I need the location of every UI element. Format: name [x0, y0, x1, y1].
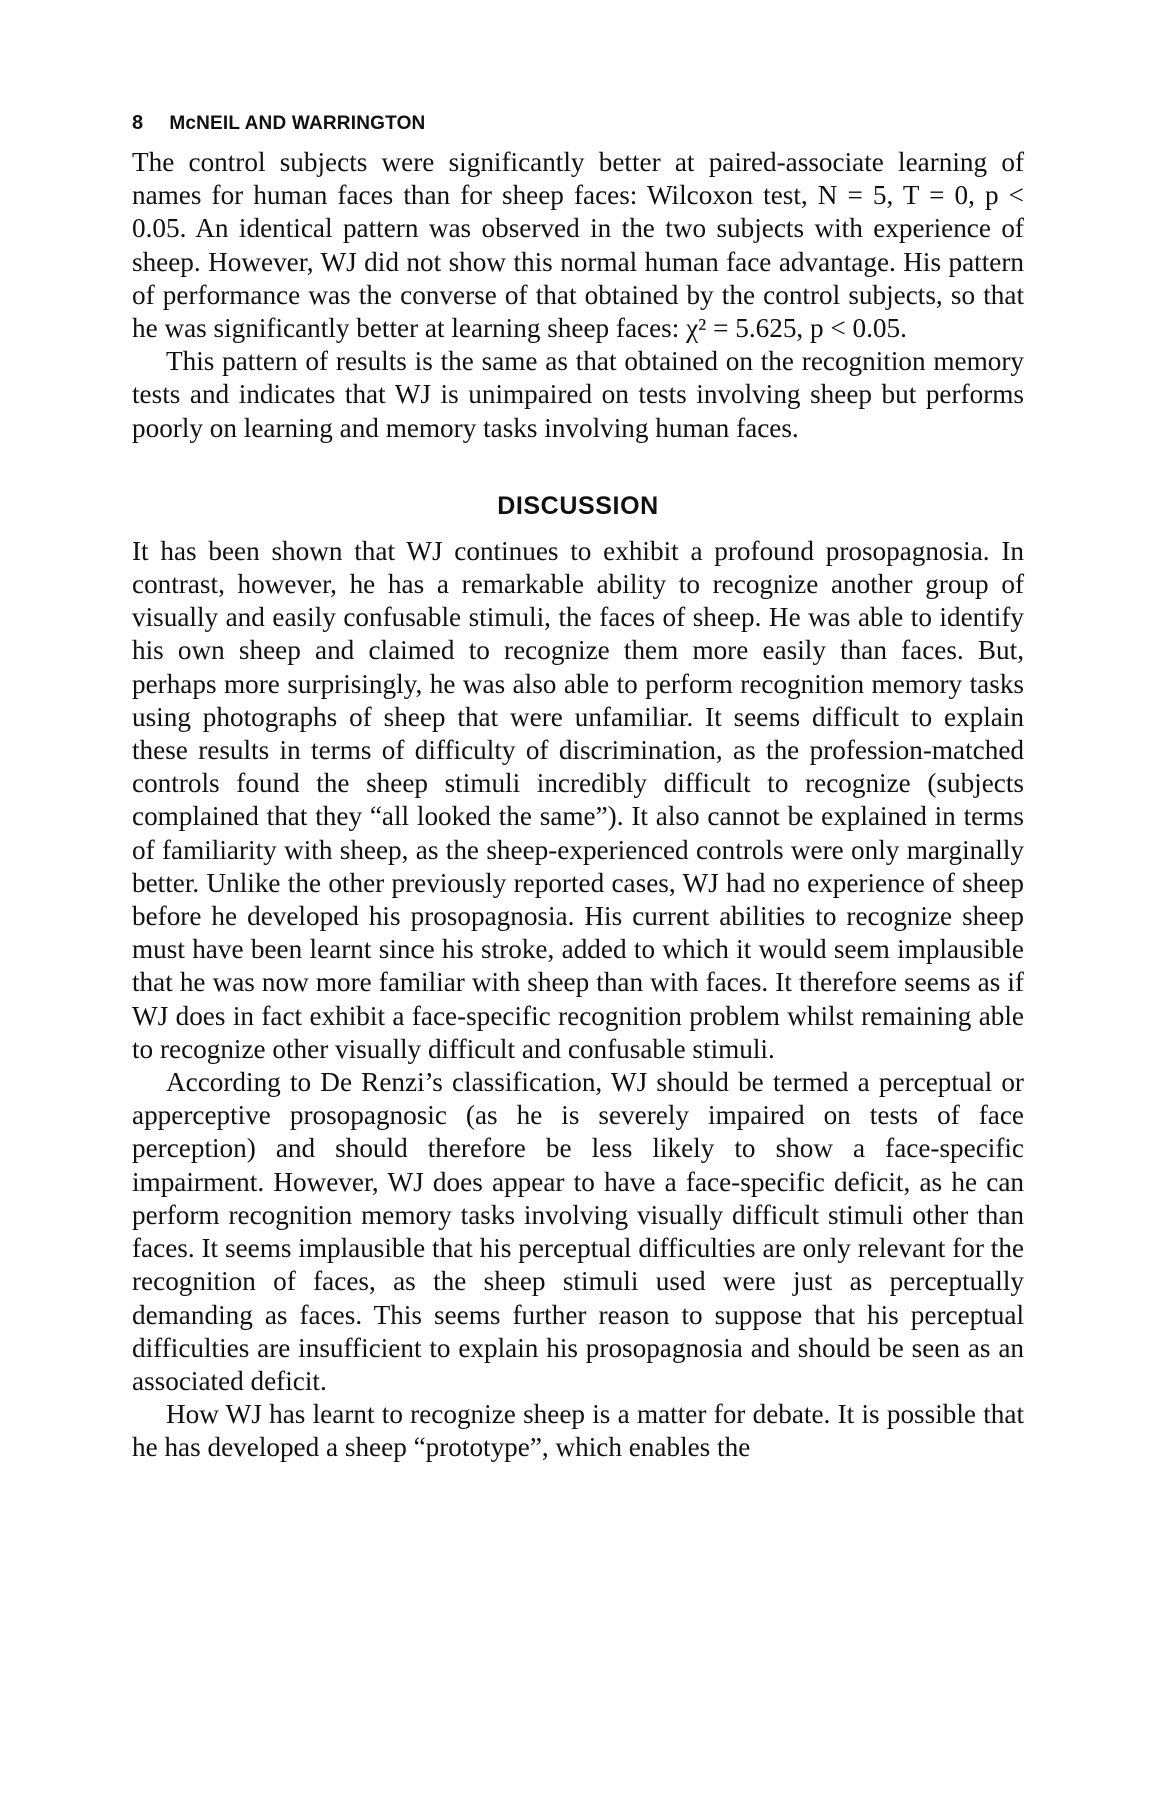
- page-number: 8: [132, 112, 144, 134]
- discussion-paragraph-2: According to De Renzi’s classification, WJ should be termed a perceptual or apperceptive prosopagnosic (as he is severely impaired on tests of face perception) and should therefore be less likely to show a face-specific impairment. However, WJ does appear to have a face-specific deficit, as he can perform recognition memory tasks involving visually difficult stimuli other than faces. It seems implausible that his perceptual difficulties are only relevant for the recognition of faces, as the sheep stimuli used were just as perceptually demanding as faces. This seems further reason to suppose that his perceptual difficulties are insufficient to explain his prosopagnosia and should be seen as an associated deficit.: [132, 1067, 1024, 1396]
- running-title: McNEIL AND WARRINGTON: [169, 113, 426, 134]
- discussion-paragraph-1: It has been shown that WJ continues to exhibit a profound prosopagnosia. In contrast, however, he has a remarkable ability to recognize another group of visually and easily confusable stimuli, the faces of sheep. He was able to identify his own sheep and claimed to recognize them more easily than faces. But, perhaps more surprisingly, he was also able to perform recognition memory tasks using photographs of sheep that were unfamiliar. It seems difficult to explain these results in terms of difficulty of discrimination, as the profession-matched controls found the sheep stimuli incredibly difficult to recognize (subjects complained that they “all looked the same”). It also cannot be explained in terms of familiarity with sheep, as the sheep-experienced controls were only marginally better. Unlike the other previously reported cases, WJ had no experience of sheep before he developed his prosopagnosia. His current abilities to recognize sheep must have been learnt since his stroke, added to which it would seem implausible that he was now more familiar with sheep than with faces. It therefore seems as if WJ does in fact exhibit a face-specific recognition problem whilst remaining able to recognize other visually difficult and confusable stimuli.: [132, 535, 1024, 1064]
- page: [132, 112, 1024, 1465]
- results-paragraph-1: The control subjects were significantly better at paired-associate learning of names for human faces than for sheep faces: Wilcoxon test, N = 5, T = 0, p < 0.05. An identical pattern was observed in the two subjects with experience of sheep. However, WJ did not show this normal human face advantage. His pattern of performance was the converse of that obtained by the control subjects, so that he was significantly better at learning sheep faces: χ² = 5.625, p < 0.05.: [132, 147, 1024, 344]
- results-section: [132, 146, 1024, 445]
- results-paragraph-2: This pattern of results is the same as that obtained on the recognition memory tests and indicates that WJ is unimpaired on tests involving sheep but performs poorly on learning and memory tasks involving human faces.: [132, 346, 1024, 443]
- running-header: [132, 112, 1024, 146]
- discussion-section: [132, 535, 1024, 1465]
- section-heading-discussion: DISCUSSION: [497, 491, 659, 520]
- discussion-paragraph-3: How WJ has learnt to recognize sheep is a matter for debate. It is possible that he has developed a sheep “prototype”, which enables the: [132, 1399, 1024, 1463]
